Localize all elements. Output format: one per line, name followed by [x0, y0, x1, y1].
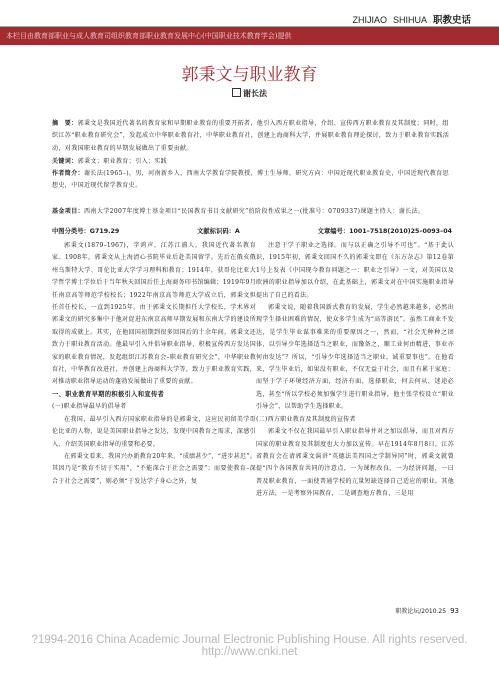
page-footer	[395, 606, 459, 615]
article-author	[0, 88, 499, 99]
body-paragraph: 郭秉文不仅在我国最早引入职业指导并对之加以倡导，而且对西方国家的职业教育及其制度也大力加以宣传。早在1914年8月8日，江苏省教育会在请郭秉文演讲“英德法美四国之学制异同”时，郭秉文就曾提“四个各国教育共同的注意点，一为课程改良，一为经济问题，一曰普及职业教育，一面使普通学校的亢量短缺连择自己适应的职业。其他进方法，一是考察外国教育，二是调查地方教育，三是用	[256, 428, 454, 498]
article-number: 文章编号：1001–7518(2010)25–0093–04	[317, 228, 452, 235]
page-number: 93	[450, 607, 459, 615]
footer-journal: 职教论坛/2010.25	[395, 608, 447, 615]
abstract	[52, 118, 452, 155]
abstract-label: 摘 要：	[52, 120, 78, 127]
fund-label: 基金项目：	[52, 208, 85, 215]
author-box-icon	[232, 88, 241, 97]
body-paragraph: 在郭秉文看来，我国兴办新教育20年来，“成绩甚少”，“进步甚迟”。其因乃是“教育不切于实用”，“不能深合于社会之需要”；而要使教育–深合于社会之需要”，则必须“于发达学子身心之外，复	[52, 452, 256, 485]
body-paragraph: 注意于学子职业之选择。而与以正确之引导不可也”。“基于此认识，1915年初，郭秉文回国不久的郭秉文即在《东方杂志》第12卷第1号上发表《中国现今教育问题之一：职业之引导》一文，对美国以及欧洲的职业指导加以介绍，在此基础上，郭秉文对在中国实施职业指导提出了自己的看法。	[256, 242, 454, 299]
journal-pinyin-2: SHIHUA	[392, 15, 427, 25]
body-right-column	[256, 240, 454, 501]
classification-ids	[52, 226, 452, 235]
running-header	[352, 12, 471, 26]
body-paragraph: 郭秉文说，随着我国新式教育的发展，学生必然越来越多，必然出现学生择业困难的情况，使众多学生成为“高等游民”。虽然工商业不发达，是学生毕业谋事难来的重要原因之一，然而，“社会无种种之团体，以引导少年选择适当之职业，而豫备之，顺工业何由精进，事业亦何由发达”？所以，“引导少年选择适当之职业，诚重要事也”。在他看来，学生毕业后，如果没有职业，不仅无益于社会，而且有累于家庭；而坚于学子环境经济方面，经济有面，选择职业，何去何从，迷途必选，甚至“所以学校必须加强学生进行职业指导，他主张学校设立“职业引导会”，以帮助学生选择职业。	[256, 304, 454, 411]
journal-pinyin: ZHIJIAO	[352, 15, 387, 25]
subsection-heading: (二)西方职业教育及其制度的宣传者	[256, 415, 356, 423]
clc-code: 中图分类号：G719.29	[52, 228, 120, 235]
copyright-watermark: ?1994-2016 China Academic Journal Electronic Publishing House. All rights reserved. http://www.cnki.net	[31, 634, 468, 658]
body-left-column	[52, 240, 256, 488]
author-bio	[52, 168, 452, 193]
body-paragraph: 在我国，最早引入西方国家职业指导的是郭秉文，这应民初留美学哥伦比亚的人物，说是美国职业指导之发达，发现中国教育之需求，深感引入、介绍美国职业指导的重要和必要。	[52, 415, 256, 448]
section-heading: 一、职业教育早期的积极引入和宣传者	[52, 390, 165, 398]
author-bio-text: 谢长法(1965–)，男，河南新乡人，西南大学教育学院教授，博士生导师，研究方向：中国近现代职业教育史，中国近现代教育思想史，中国近现代留学教育史。	[52, 170, 449, 190]
fund-info	[52, 206, 452, 218]
doc-code: 文献标识码：A	[197, 228, 240, 235]
author-bio-label: 作者简介：	[52, 170, 85, 177]
banner-text: 本栏目由教育部职业与成人教育司组织教育部职业教育发展中心(中国职业技术教育学会)提供	[6, 32, 292, 40]
keywords-text: 郭秉文；职业教育；引入；实践	[77, 158, 168, 165]
fund-text: 西南大学2007年度博士基金项目“民国教育书目文献研究”的阶段性成果之一(批准号：0709337)课题主持人：谢长法。	[84, 208, 425, 215]
article-title: 郭秉文与职业教育	[181, 65, 318, 85]
abstract-text: 郭秉文是我国近代著名的教育家和早期职业教育的重要开拓者，他引入西方职业指导，介绍、宣传西方职业教育及其制度；同时，组织江苏“职业教育研究会”，发起成立中华职业教育社，中华职业教育社，创建上海商科大学，并展职业教育理论探讨，致力于职业教育实践活动，对我国职业教育的早期发展做出了重要贡献。	[52, 120, 450, 152]
column-banner	[0, 27, 499, 45]
section-name: 职教史话	[432, 15, 471, 26]
author-name: 谢长法	[243, 89, 267, 98]
keywords	[52, 156, 452, 168]
body-paragraph: 郭秉文(1879–1967)，字鸿声，江苏江浦人，我国近代著名教育家。1908年，郭秉文从上海清心书院毕业后赴美国留学。先后在俄亥俄州乌斯特大学、哥伦比亚大学学习理科和教育；1914年，获哥伦比亚大学哲学博士学位后于当年秋天回国后任上海商务印书馆编辑；1919年9月任南京高等师范学校校长；1922年南京高等师范大学成立后，郭秉文担任首任校长，一直到1925年。由于郭秉文长期担任大学校长，学术界对郭秉文的研究多集中于他对促进东南京高师早期发展和东南大学的建设所取得的成就上。其实，在他回国初期到很多回国后的十余年间，郭秉文还致力于职业教育活动。他最早引入并倡导职业指导，积极宣传西方发达国家的职业教育情况，发起组织江苏教育会–职业教育研究会”，中华职业教育社，中华教育改进社，并创建上海商科大学等，致力于职业教育实践，对推动职业指导运动的蓬勃发展做出了重要的贡献。	[52, 242, 256, 386]
subsection-heading: (一)职业指导最早的倡导者	[52, 403, 127, 411]
keywords-label: 关键词：	[52, 158, 78, 165]
